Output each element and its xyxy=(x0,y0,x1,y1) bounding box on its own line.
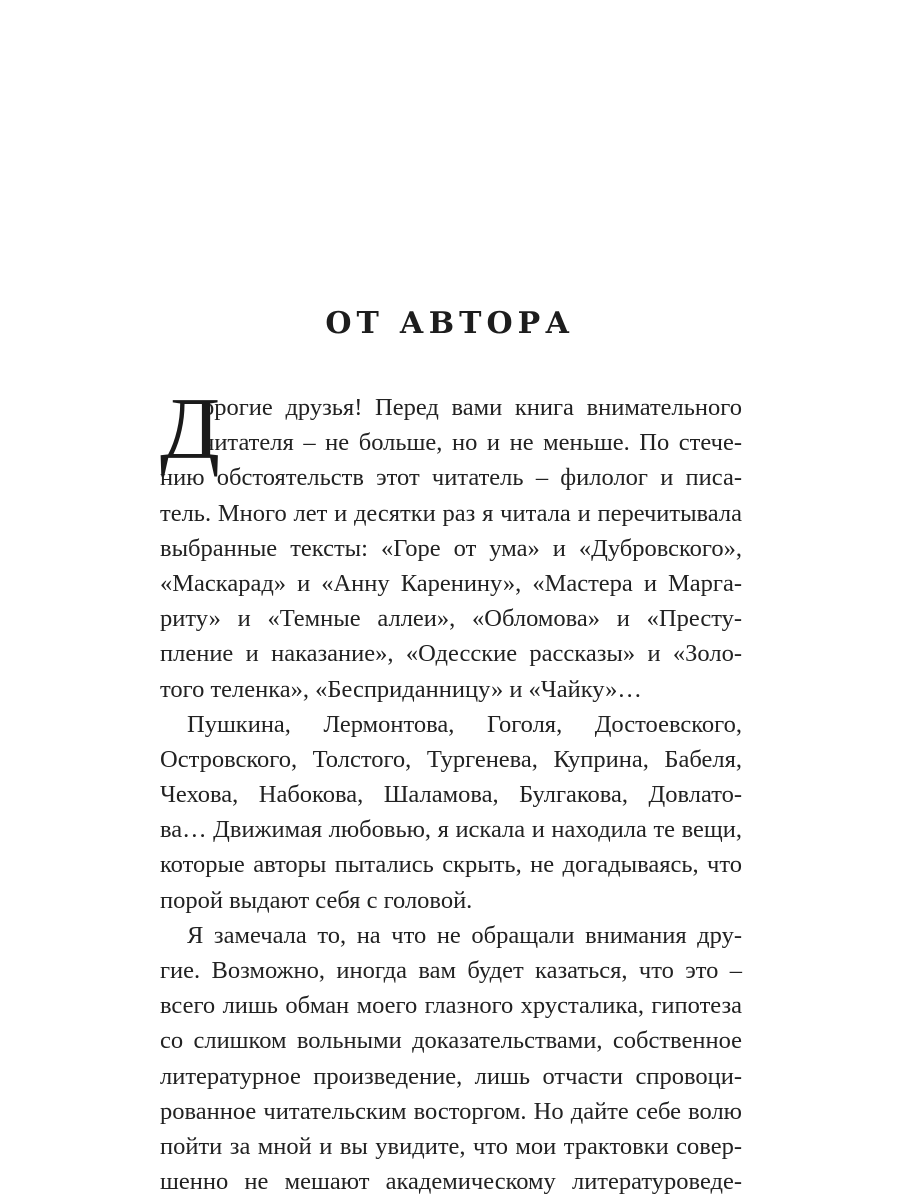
text-line: нию обстоятельств этот читатель – филолог и писа- xyxy=(160,464,742,492)
text-line: со слишком вольными доказательствами, собственное xyxy=(160,1027,742,1055)
text-line: шенно не мешают академическому литературоведе- xyxy=(160,1168,742,1196)
text-line: всего лишь обман моего глазного хрусталика, гипотеза xyxy=(160,992,742,1020)
text-line: того теленка», «Бесприданницу» и «Чайку»… xyxy=(160,675,642,703)
text-line: выбранные тексты: «Горе от ума» и «Дубровского», xyxy=(160,534,742,562)
text-line: литературное произведение, лишь отчасти спровоци- xyxy=(160,1062,742,1090)
body-text xyxy=(160,381,742,1199)
text-line: «Маскарад» и «Анну Каренину», «Мастера и Марга- xyxy=(160,569,742,597)
text-line: читателя – не больше, но и не меньше. По стече- xyxy=(202,429,742,457)
drop-cap: Д xyxy=(160,381,221,478)
text-line: гие. Возможно, иногда вам будет казаться, что это – xyxy=(160,957,742,984)
text-line: тель. Много лет и десятки раз я читала и перечитывала xyxy=(160,499,742,527)
text-line: рованное читательским восторгом. Но дайте себе волю xyxy=(160,1097,742,1125)
text-line: Островского, Толстого, Тургенева, Куприна, Бабеля, xyxy=(160,745,742,773)
text-line: которые авторы пытались скрыть, не догадываясь, что xyxy=(160,851,742,879)
text-line: риту» и «Темные аллеи», «Обломова» и «Престу- xyxy=(160,605,742,633)
text-line: орогие друзья! Перед вами книга внимательного xyxy=(202,394,742,421)
text-line: ва… Движимая любовью, я искала и находила те вещи, xyxy=(160,816,742,844)
text-line: Пушкина, Лермонтова, Гоголя, Достоевского, xyxy=(187,710,742,738)
text-line: Чехова, Набокова, Шаламова, Булгакова, Довлато- xyxy=(160,781,742,809)
text-line: Я замечала то, на что не обращали внимания дру- xyxy=(187,921,742,949)
chapter-title: ОТ АВТОРА xyxy=(325,306,575,341)
text-line: пление и наказание», «Одесские рассказы» и «Золо- xyxy=(160,640,742,668)
paragraph-2 xyxy=(160,707,742,918)
text-line: пойти за мной и вы увидите, что мои трактовки совер- xyxy=(160,1132,742,1160)
text-line: порой выдают себя с головой. xyxy=(160,886,473,914)
paragraph-3 xyxy=(160,918,742,1200)
paragraph-1 xyxy=(160,390,742,707)
